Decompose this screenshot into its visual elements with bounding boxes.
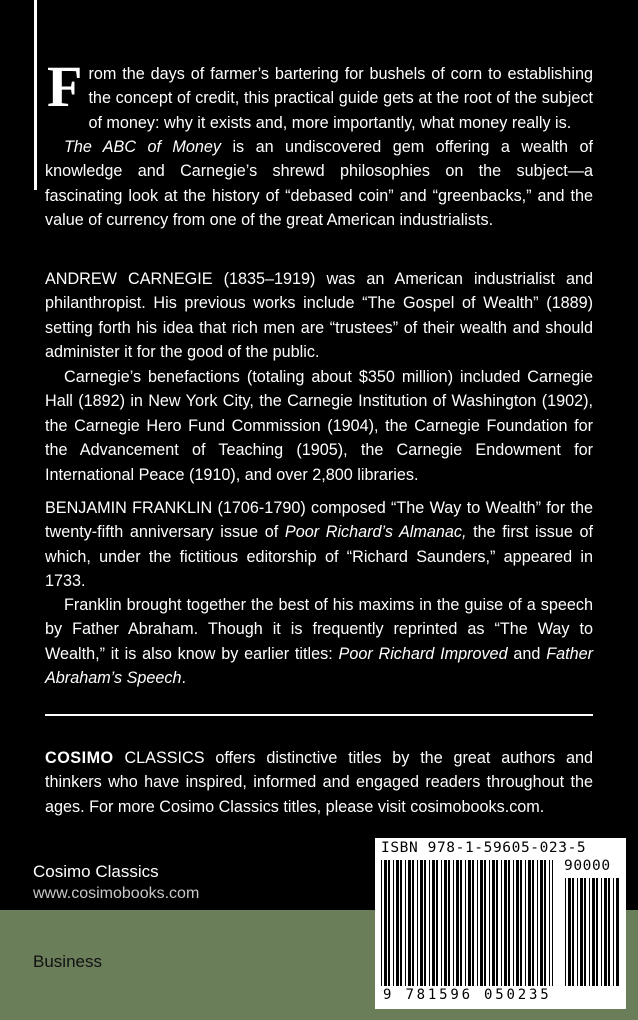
main-bar-10 xyxy=(420,860,423,986)
franklin-text-2a: Franklin brought together the best of his maxims in the guise of a speech by Father Abraham. Though it is frequently reprinted as “The Way to Wealth,” it is also know by earlier titles: xyxy=(45,596,593,663)
main-bar-4 xyxy=(396,860,399,986)
main-bar-6 xyxy=(405,860,406,986)
vertical-rule xyxy=(34,0,37,190)
book-title: The ABC of Money xyxy=(64,138,221,156)
main-bar-8 xyxy=(412,860,414,986)
main-bar-32 xyxy=(508,860,510,986)
addon-bar-2 xyxy=(572,878,574,986)
main-bar-3 xyxy=(393,860,394,986)
main-bar-16 xyxy=(444,860,447,986)
earlier-title-2: Father Abraham’s Speech xyxy=(45,644,593,688)
addon-bar-3 xyxy=(577,878,578,986)
main-bar-27 xyxy=(489,860,490,986)
main-bar-43 xyxy=(552,860,553,986)
cosimo-brand: COSIMO xyxy=(45,749,114,767)
franklin-text-2b: and xyxy=(507,644,547,663)
almanac-title: Poor Richard’s Almanac, xyxy=(284,523,467,542)
addon-bar-13 xyxy=(616,878,619,986)
main-bar-22 xyxy=(468,860,471,986)
addon-bar-7 xyxy=(592,878,595,986)
main-bar-25 xyxy=(480,860,483,986)
main-bar-36 xyxy=(525,860,526,986)
blurb-paragraph-2 xyxy=(45,135,593,233)
main-bar-1 xyxy=(384,860,387,986)
main-bar-31 xyxy=(504,860,507,986)
main-bar-5 xyxy=(400,860,402,986)
publisher-url: www.cosimobooks.com xyxy=(33,885,200,902)
main-bar-34 xyxy=(516,860,519,986)
franklin-text-2c: . xyxy=(181,669,186,688)
isbn-label: ISBN 978-1-59605-023-5 xyxy=(381,840,587,856)
main-bar-30 xyxy=(501,860,502,986)
addon-bar-0 xyxy=(565,878,566,986)
blurb-paragraph-1 xyxy=(45,54,593,135)
addon-bar-8 xyxy=(596,878,598,986)
category-label: Business xyxy=(33,952,102,971)
main-bar-7 xyxy=(408,860,411,986)
earlier-title-1: Poor Richard Improved xyxy=(338,644,508,663)
main-bar-0 xyxy=(381,860,382,986)
addon-bar-1 xyxy=(568,878,571,986)
franklin-text-1a: BENJAMIN FRANKLIN (1706-1790) composed “The Way to Wealth” for the twenty-fifth anniversary issue of xyxy=(45,499,593,542)
classics-text: CLASSICS offers distinctive titles by the great authors and thinkers who have inspired, informed and engaged readers throughout the ages. For more Cosimo Classics titles, please visit cosimobooks.com. xyxy=(45,749,593,816)
main-bar-24 xyxy=(477,860,478,986)
main-bar-35 xyxy=(520,860,522,986)
main-bar-9 xyxy=(417,860,418,986)
franklin-bio-1 xyxy=(45,496,593,594)
addon-bar-11 xyxy=(608,878,610,986)
main-bar-12 xyxy=(429,860,430,986)
publisher-name: Cosimo Classics xyxy=(33,862,159,881)
addon-bar-4 xyxy=(580,878,583,986)
main-bar-37 xyxy=(528,860,531,986)
drop-cap: F xyxy=(47,54,83,119)
main-bar-21 xyxy=(465,860,466,986)
main-bar-13 xyxy=(432,860,435,986)
carnegie-bio-2: Carnegie’s benefactions (totaling about $350 million) included Carnegie Hall (1892) in New York City, the Carnegie Institution of Washington (1902), the Carnegie Hero Fund Commission (1904), the Carnegie Foundation for the Advancement of Teaching (1905), the Carnegie Endowment for International Peace (1910), and over 2,800 libraries. xyxy=(45,368,593,484)
barcode-graphic xyxy=(375,838,626,1009)
main-bar-29 xyxy=(496,860,498,986)
main-bar-18 xyxy=(453,860,454,986)
isbn-barcode xyxy=(375,838,626,1009)
ean-digits: 9 781596 050235 xyxy=(383,987,552,1003)
addon-bar-6 xyxy=(589,878,590,986)
main-bar-42 xyxy=(549,860,550,986)
main-bar-17 xyxy=(448,860,450,986)
main-bar-11 xyxy=(424,860,426,986)
main-bar-41 xyxy=(544,860,546,986)
main-bar-26 xyxy=(484,860,486,986)
horizontal-rule xyxy=(45,714,593,716)
main-bar-15 xyxy=(441,860,442,986)
franklin-text-1b: the first issue of which, under the fictitious editorship of “Richard Saunders,” appeared in 1733. xyxy=(45,523,593,591)
main-bar-20 xyxy=(460,860,462,986)
main-bar-38 xyxy=(532,860,534,986)
addon-bar-5 xyxy=(584,878,586,986)
franklin-bio-2 xyxy=(45,593,593,691)
price-code: 90000 xyxy=(564,858,611,874)
blurb-text-1: rom the days of farmer’s bartering for bushels of corn to establishing the concept of credit, this practical guide gets at the root of the subject of money: why it exists and, more importantly, what money really is. xyxy=(88,65,593,132)
main-bar-40 xyxy=(540,860,543,986)
main-bar-14 xyxy=(436,860,438,986)
addon-bar-9 xyxy=(601,878,602,986)
main-bar-33 xyxy=(513,860,514,986)
carnegie-bio-1: ANDREW CARNEGIE (1835–1919) was an American industrialist and philanthropist. His previous works include “The Gospel of Wealth” (1889) setting forth his idea that rich men are “trustees” of their wealth and should administer it for the good of the public. xyxy=(45,270,593,362)
addon-bar-12 xyxy=(613,878,614,986)
main-bar-19 xyxy=(456,860,459,986)
cosimo-classics-blurb xyxy=(45,746,593,819)
addon-bar-10 xyxy=(604,878,607,986)
blurb-text-2: is an undiscovered gem offering a wealth of knowledge and Carnegie’s shrewd philosophies on the subject—a fascinating look at the history of “debased coin” and “greenbacks,” and the value of currency from one of the great American industrialists. xyxy=(45,138,594,230)
main-bar-39 xyxy=(537,860,538,986)
main-bar-28 xyxy=(492,860,495,986)
main-bar-23 xyxy=(472,860,474,986)
main-bar-2 xyxy=(388,860,390,986)
